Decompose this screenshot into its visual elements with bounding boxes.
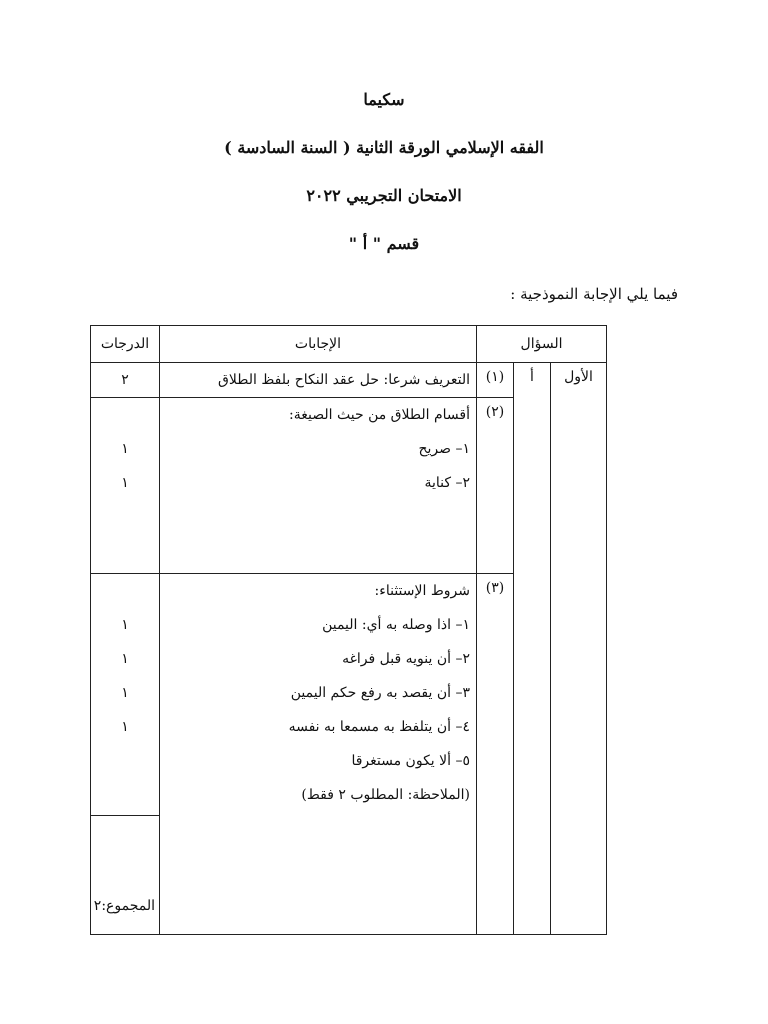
marks-cell — [91, 398, 160, 574]
answer-line: ٢– كناية — [424, 475, 470, 491]
mark-value — [91, 398, 159, 432]
question-header: السؤال — [477, 326, 607, 363]
mark-value: ١ — [121, 617, 129, 633]
mark-value: ١ — [121, 719, 129, 735]
school-name: سكيما — [363, 90, 405, 109]
answer-line: ٤– أن يتلفظ به مسمعا به نفسه — [288, 719, 470, 735]
answer-line: ١– صريح — [418, 441, 470, 457]
answer-table — [90, 325, 607, 935]
answer-line: ٢– أن ينويه قبل فراغه — [342, 651, 470, 667]
question-label: الأول — [551, 363, 607, 935]
table-row — [91, 363, 607, 398]
answer-cell — [160, 574, 477, 935]
mark-value: ١ — [121, 685, 129, 701]
marks-cell — [91, 363, 160, 398]
item-number: (٢) — [477, 398, 514, 574]
total-marks: المجموع:٢ — [93, 898, 155, 914]
answer-line: ٥– ألا يكون مستغرقا — [351, 753, 470, 769]
answer-line: أقسام الطلاق من حيث الصيغة: — [289, 407, 470, 423]
answer-line: ١– اذا وصله به أي: اليمين — [322, 617, 470, 633]
answer-line: شروط الإستثناء: — [374, 583, 470, 599]
item-number: (١) — [477, 363, 514, 398]
item-number: (٣) — [477, 574, 514, 935]
table-header-row — [91, 326, 607, 363]
part-label: أ — [514, 363, 551, 935]
subject-title: الفقه الإسلامي الورقة الثانية ( السنة السادسة ) — [224, 138, 544, 157]
exam-title: الامتحان التجريبي ٢٠٢٢ — [306, 186, 462, 205]
mark-value: ١ — [121, 475, 129, 491]
mark-value: ٢ — [121, 372, 129, 388]
answer-cell — [160, 398, 477, 574]
mark-value — [91, 574, 159, 608]
mark-value: ١ — [121, 651, 129, 667]
marks-cell — [91, 574, 160, 816]
intro-text: فيما يلي الإجابة النموذجية : — [510, 285, 678, 303]
marks-header: الدرجات — [91, 326, 160, 363]
answer-note: (الملاحظة: المطلوب ٢ فقط) — [301, 787, 470, 803]
mark-value: ١ — [121, 441, 129, 457]
total-cell — [91, 816, 160, 935]
answer-line: ٣– أن يقصد به رفع حكم اليمين — [290, 685, 470, 701]
answer-line: التعريف شرعا: حل عقد النكاح بلفظ الطلاق — [218, 372, 470, 388]
answer-cell — [160, 363, 477, 398]
answers-header: الإجابات — [160, 326, 477, 363]
section-title: قسم " أ " — [348, 234, 420, 253]
